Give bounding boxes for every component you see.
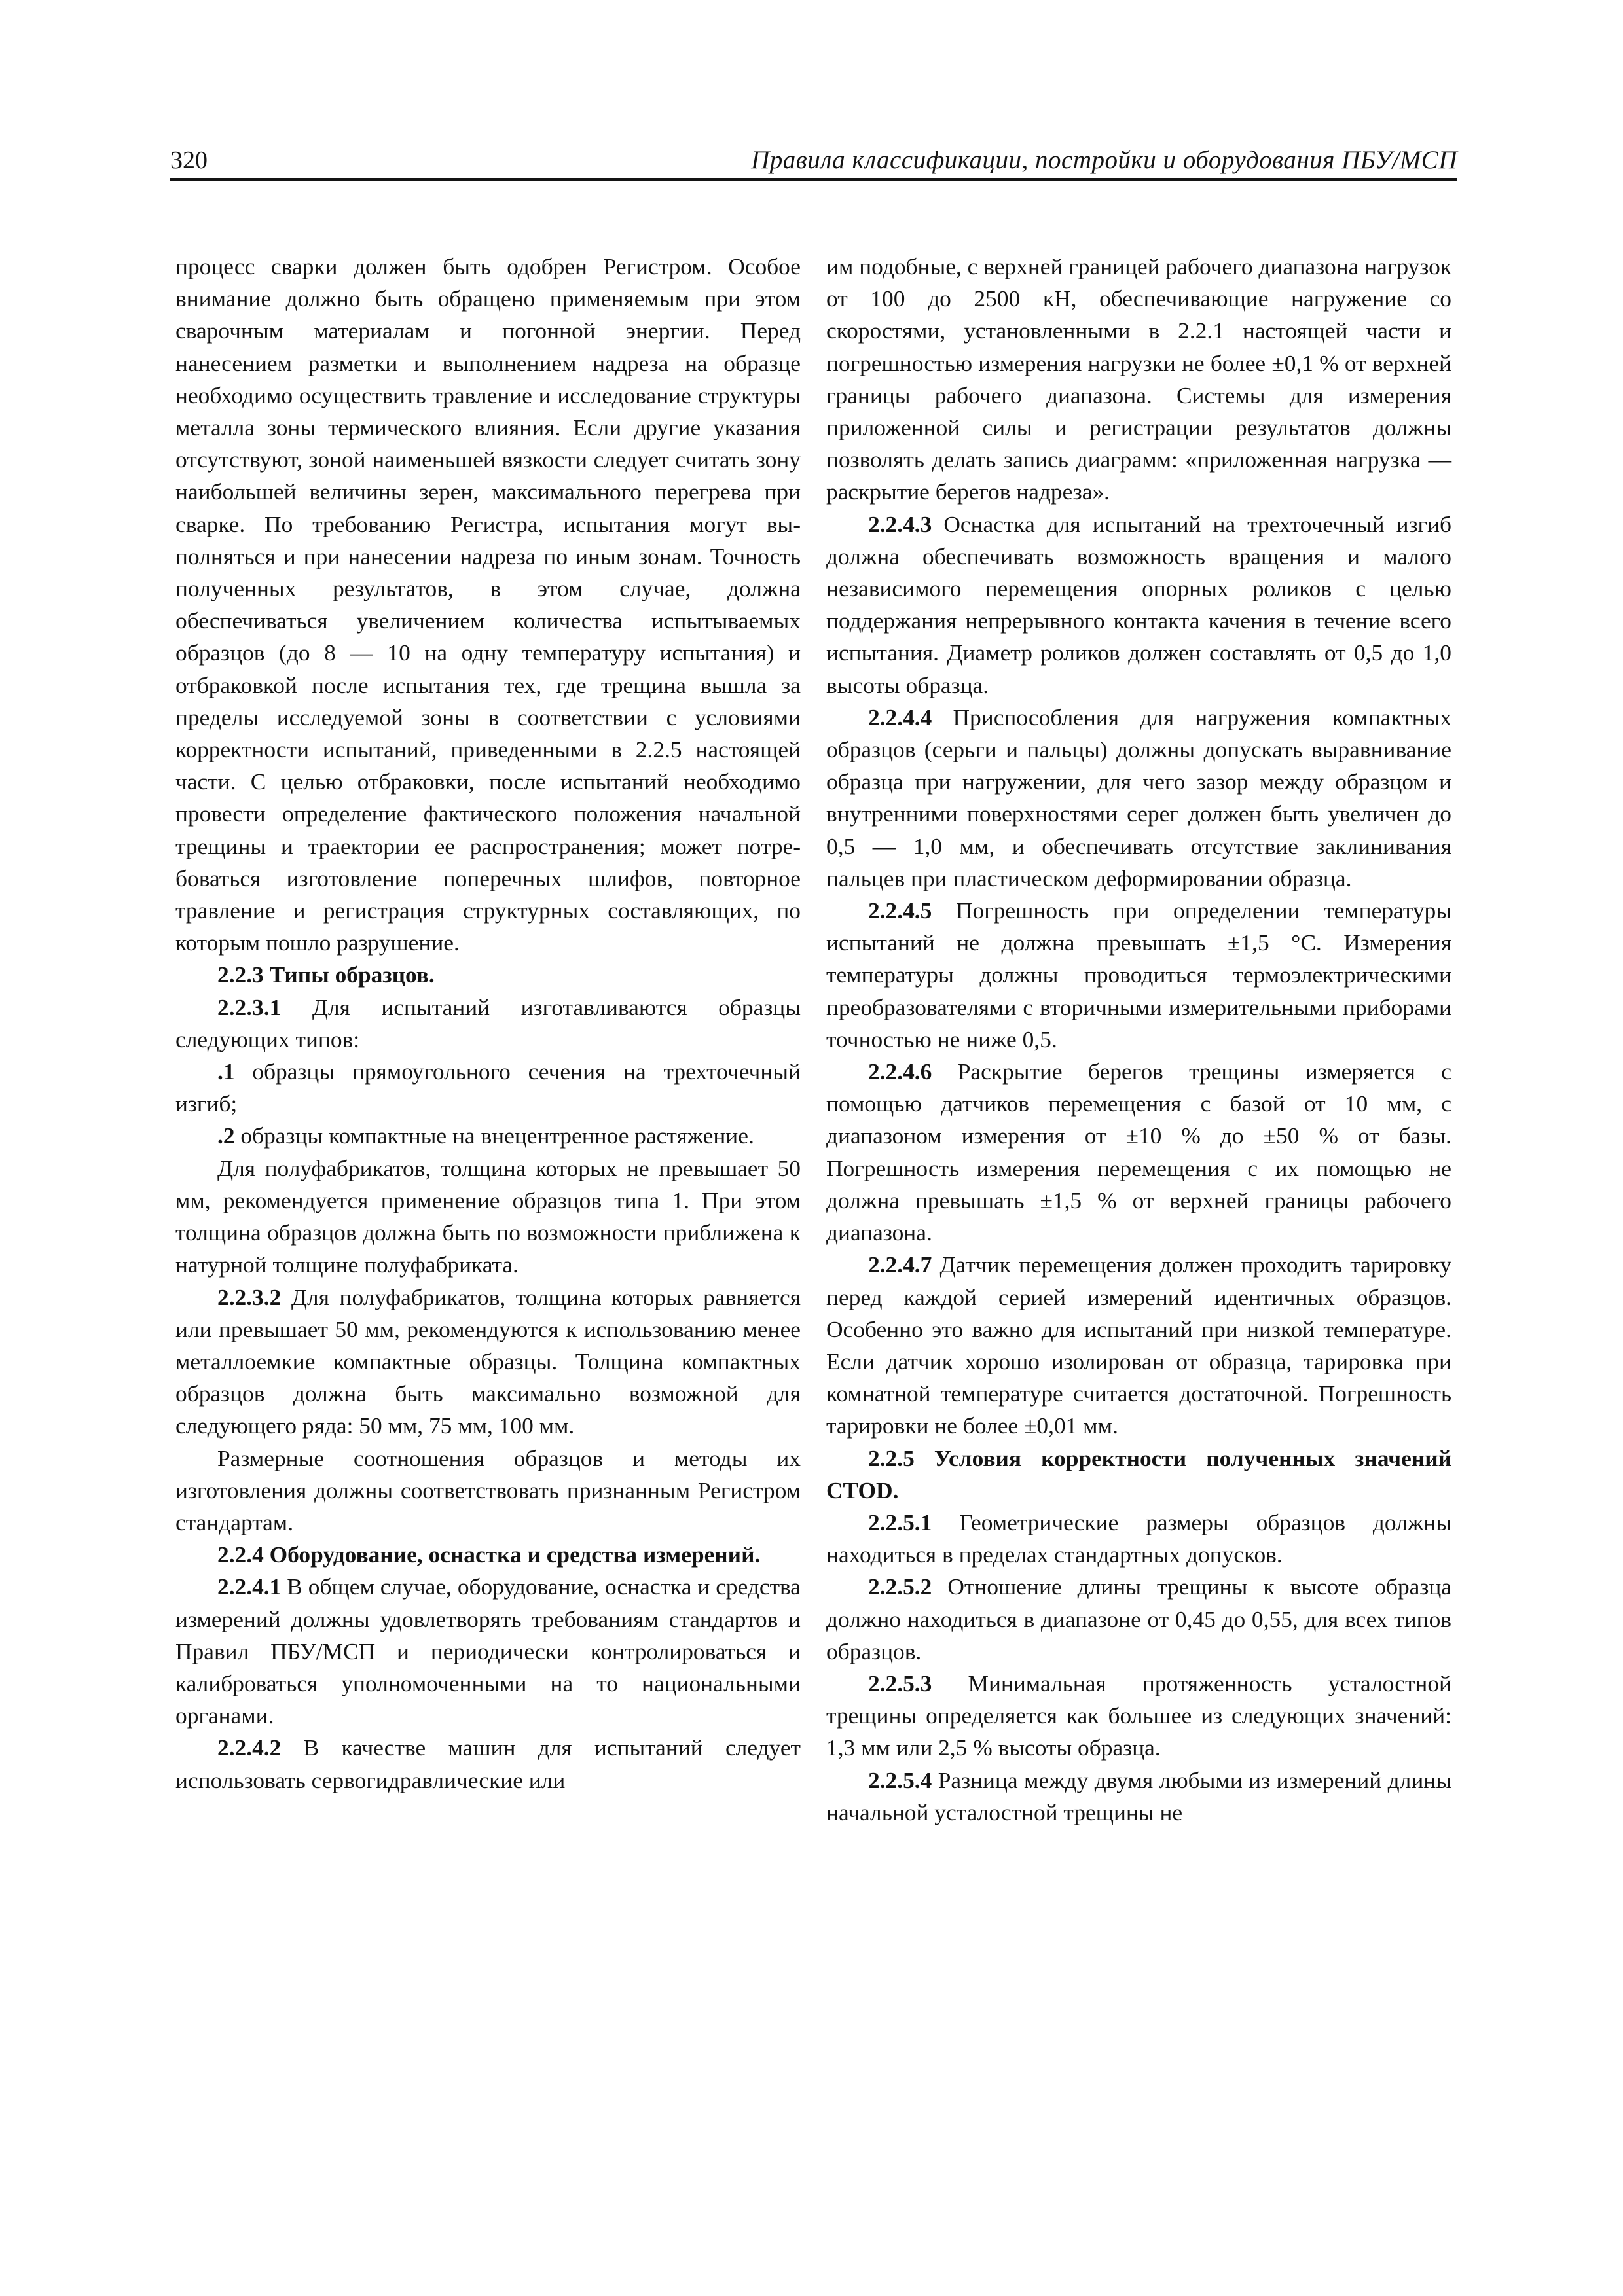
- paragraph-text: Размерные соотношения образцов и методы их изготовления должны соответствовать признанным Регистром стандартам.: [175, 1444, 801, 1535]
- paragraph: [826, 702, 1451, 895]
- clause-number: 2.2.4.1: [217, 1573, 282, 1600]
- item-number: .1: [217, 1058, 235, 1085]
- paragraph: [826, 1056, 1451, 1249]
- paragraph: [826, 895, 1451, 1056]
- paragraph: [826, 251, 1451, 509]
- paragraph: [826, 1507, 1451, 1571]
- clause-number: 2.2.5.3: [868, 1670, 932, 1696]
- right-column: [826, 251, 1451, 1829]
- paragraph-text: Погрешность при определении температуры испытаний не должна превышать ±1,5 °С. Измерения температуры должны проводиться термоэлектрическими преобразователями с вторичными измерительными приборами точностью не ниже 0,5.: [826, 897, 1451, 1052]
- paragraph: [826, 1571, 1451, 1668]
- section-heading: [175, 1539, 801, 1571]
- clause-number: 2.2.4.7: [868, 1251, 932, 1278]
- paragraph-text: Для испытаний изготавливаются образцы следующих типов:: [175, 994, 801, 1052]
- clause-number: 2.2.4.2: [217, 1734, 282, 1761]
- paragraph: [826, 1668, 1451, 1765]
- left-column: [175, 251, 801, 1797]
- paragraph-text: Для полуфабрикатов, толщина которых равняется или превышает 50 мм, рекомендуются к использованию менее металлоемкие компактные образцы. Толщина компактных образцов должна быть максимально возможной для следующего ряда: 50 мм, 75 мм, 100 мм.: [175, 1283, 801, 1439]
- clause-number: 2.2.4 Оборудование, оснастка и средства измерений.: [217, 1541, 761, 1568]
- paragraph-text: Для полуфабрикатов, толщина которых не превышает 50 мм, рекомендуется применение образцов типа 1. При этом толщина образцов должна быть по возможности приближена к натурной толщине полуфабриката.: [175, 1155, 801, 1278]
- paragraph-text: процесс сварки должен быть одобрен Регистром. Особое внимание должно быть обращено применяемым при этом сварочным материалам и погонной энергии. Перед нанесением разметки и выполнением надреза на образце необходимо осуществить травление и исследование структуры металла зоны термического влияния. Если другие указания отсутствуют, зоной наименьшей вязкости следует считать зону наибольшей величины зерен, максимального перегрева при сварке. По требованию Регистра, испытания могут выполняться и при нанесении надреза по иным зонам. Точность полученных результатов, в этом случае, должна обеспечиваться увеличением количества испытываемых образцов (до 8 — 10 на одну температуру испытания) и отбраковкой после испытания тех, где трещина вышла за пределы исследуемой зоны в соответствии с условиями корректности испытаний, приведенными в 2.2.5 настоящей части. С целью отбраковки, после испытаний необходимо провести определение фактического положения начальной трещины и траектории ее распространения; может потребоваться изготовление поперечных шлифов, повторное травление и регистрация структурных составляющих, по которым пошло разрушение.: [175, 253, 801, 956]
- section-heading: [826, 1443, 1451, 1507]
- clause-number: 2.2.4.3: [868, 511, 932, 537]
- paragraph: [826, 1249, 1451, 1442]
- header-rule: [170, 178, 1457, 181]
- clause-number: 2.2.3 Типы образцов.: [217, 961, 435, 988]
- paragraph: [175, 1571, 801, 1732]
- paragraph: [175, 1443, 801, 1539]
- clause-number: 2.2.4.4: [868, 704, 932, 730]
- clause-number: 2.2.3.1: [217, 994, 282, 1020]
- clause-number: 2.2.4.6: [868, 1058, 932, 1085]
- paragraph-text: образцы компактные на внецентренное растяжение.: [234, 1122, 754, 1149]
- clause-number: 2.2.4.5: [868, 897, 932, 924]
- paragraph: [826, 509, 1451, 702]
- paragraph-text: им подобные, с верхней границей рабочего диапазона нагрузок от 100 до 2500 кН, обеспечивающие нагружение со скоростями, установленными в 2.2.1 настоящей части и погрешностью измерения нагрузки не более ±0,1 % от верхней границы рабочего диапазона. Системы для измерения приложенной силы и регистрации результатов должны позволять делать запись диаграмм: «приложенная нагрузка — раскрытие берегов надреза».: [826, 253, 1451, 505]
- paragraph: [175, 1732, 801, 1796]
- paragraph: [175, 251, 801, 959]
- paragraph-text: В качестве машин для испытаний следует использовать сервогидравлические или: [175, 1734, 801, 1793]
- list-item: [175, 1056, 801, 1120]
- clause-number: 2.2.3.2: [217, 1283, 282, 1310]
- paragraph: [826, 1765, 1451, 1829]
- paragraph-text: Приспособления для нагружения компактных образцов (серьги и пальцы) должны допускать выравнивание образца при нагружении, для чего зазор между образцом и внутренними поверхностями серег должен быть увеличен до 0,5 — 1,0 мм, и обеспечивать отсутствие заклинивания пальцев при пластическом деформировании образца.: [826, 704, 1451, 891]
- section-heading: [175, 959, 801, 991]
- paragraph-text: Разница между двумя любыми из измерений длины начальной усталостной трещины не: [826, 1767, 1451, 1825]
- running-title: Правила классификации, постройки и оборудования ПБУ/МСП: [751, 146, 1457, 174]
- clause-number: 2.2.5.1: [868, 1509, 932, 1535]
- paragraph: [175, 1153, 801, 1282]
- paragraph-text: Оснастка для испытаний на трехточечный изгиб должна обеспечивать возможность вращения и малого независимого перемещения опорных роликов с целью поддержания непрерывного контакта качения в течение всего испытания. Диаметр роликов должен составлять от 0,5 до 1,0 высоты образца.: [826, 511, 1451, 698]
- paragraph-text: В общем случае, оборудование, оснастка и средства измерений должны удовлетворять требованиям стандартов и Правил ПБУ/МСП и периодически контролироваться и калиброваться уполномоченными на то национальными органами.: [175, 1573, 801, 1729]
- list-item: [175, 1120, 801, 1152]
- item-number: .2: [217, 1122, 235, 1149]
- clause-number: 2.2.5 Условия корректности полученных значений CTOD.: [826, 1444, 1451, 1503]
- clause-number: 2.2.5.2: [868, 1573, 932, 1600]
- paragraph: [175, 1282, 801, 1443]
- paragraph: [175, 992, 801, 1056]
- page-number: 320: [170, 147, 208, 174]
- paragraph-text: Раскрытие берегов трещины измеряется с помощью датчиков перемещения с базой от 10 мм, с диапазоном измерения от ±10 % до ±50 % от базы. Погрешность измерения перемещения с их помощью не должна превышать ±1,5 % от верхней границы рабочего диапазона.: [826, 1058, 1451, 1246]
- paragraph-text: Минимальная протяженность усталостной трещины определяется как большее из следующих значений: 1,3 мм или 2,5 % высоты образца.: [826, 1670, 1451, 1761]
- clause-number: 2.2.5.4: [868, 1767, 932, 1793]
- paragraph-text: Отношение длины трещины к высоте образца должно находиться в диапазоне от 0,45 до 0,55, для всех типов образцов.: [826, 1573, 1451, 1664]
- paragraph-text: Датчик перемещения должен проходить тарировку перед каждой серией измерений идентичных образцов. Особенно это важно для испытаний при низкой температуре. Если датчик хорошо изолирован от образца, тарировка при комнатной температуре считается достаточной. Погрешность тарировки не более ±0,01 мм.: [826, 1251, 1451, 1439]
- page-header: [170, 143, 1457, 178]
- paragraph-text: Геометрические размеры образцов должны находиться в пределах стандартных допусков.: [826, 1509, 1451, 1568]
- paragraph-text: образцы прямоугольного сечения на трехточечный изгиб;: [175, 1058, 801, 1117]
